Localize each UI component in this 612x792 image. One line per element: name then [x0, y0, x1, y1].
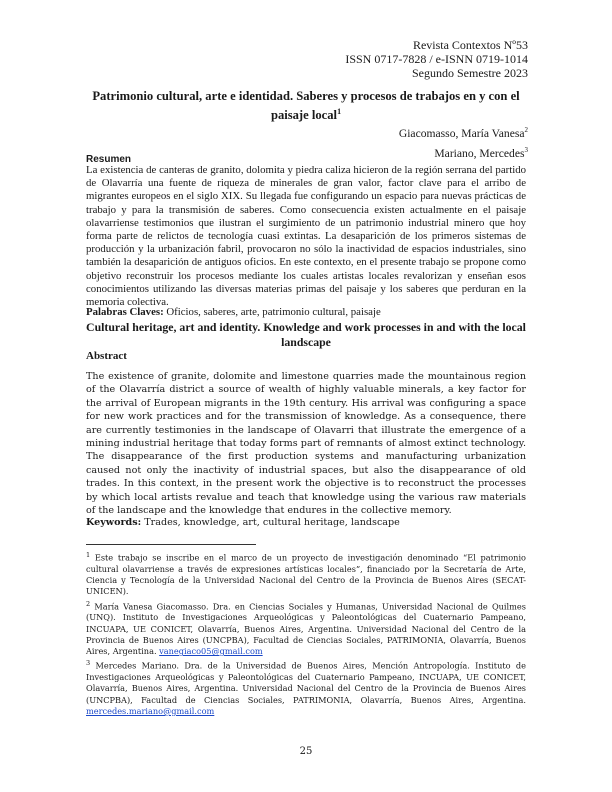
journal-name: Revista Contextos Nº53: [412, 38, 528, 52]
author-1-marker[interactable]: 2: [524, 126, 528, 134]
journal-semester: Segundo Semestre 2023: [412, 66, 528, 80]
page-number: 25: [299, 746, 313, 757]
footnote-2-marker: 2: [86, 599, 91, 608]
keywords-text: Trades, knowledge, art, cultural heritage, landscape: [144, 517, 400, 528]
author-list: [399, 122, 528, 162]
article-title-en: Cultural heritage, art and identity. Knowledge and work processes in and with the local landscape: [86, 320, 526, 349]
author-2-marker[interactable]: 3: [524, 145, 528, 154]
abstract-body: The existence of granite, dolomite and limestone quarries made the mountainous region of the Olavarría district a source of wealth of highly valuable minerals, a key factor for the arrival of European migrants in the 19th century. His arrival was configuring a space for new work practices and for the transmission of knowledge. As a consequence, there are currently testimonies in the landscape of Olavarri that illustrate the emergence of a mining industrial heritage that today forms part of remnants of almost extinct technology. The disappearance of the first production systems and manufacturing urbanization caused not only the inactivity of industrial spaces, but also the disappearance of old trades. In this context, in the present work the objective is to reconstruct the processes by which local artists revalue and teach that knowledge using the various raw materials of the landscape and the knowledge that endures in the collective memory.: [86, 371, 526, 517]
resumen-body: La existencia de canteras de granito, dolomita y piedra caliza hicieron de la región serrana del partido de Olavarría una fuente de riqueza de minerales de gran valor, factor clave para el arribo de migrantes europeos en el siglo XIX. Su llegada fue configurando un espacio para nuevas prácticas de trabajo y para la transmisión de saberes. Como consecuencia existen actualmente en el paisaje olavarriense testimonios que ilustran el surgimiento de un patrimonio industrial minero que hoy forma parte de relictos de tecnología cuasi extintas. La desaparición de los primeros sistemas de producción y la urbanización fabril, provocaron no sólo la inactividad de espacios industriales, sino también la desaparición de antiguos oficios. En este contexto, en el presente trabajo se propone como objetivo reconstruir los procesos mediante los cuales artistas locales revalorizan y enseñan esos conocimientos utilizando las diversas materias primas del paisaje y los saberes que perduran en la memoria colectiva.: [86, 164, 526, 309]
footnote-2-email-link[interactable]: vanegiaco05@gmail.com: [159, 646, 263, 657]
keywords-label: Keywords:: [86, 517, 142, 528]
journal-header: [345, 38, 528, 80]
author-1-name: Giacomasso, María Vanesa: [398, 126, 525, 140]
journal-issn: ISSN 0717-7828 / e-ISNN 0719-1014: [345, 52, 528, 66]
author-1: [399, 122, 528, 142]
footnote-divider: [86, 544, 256, 545]
palabras-claves: [86, 306, 381, 319]
footnote-2: [86, 599, 526, 658]
footnote-1: [86, 550, 526, 598]
article-title-es: [80, 88, 532, 123]
footnote-3-marker: 3: [86, 659, 91, 668]
footnote-3: [86, 658, 526, 717]
footnote-3-text: Mercedes Mariano. Dra. de la Universidad de Buenos Aires, Mención Antropología. Instituto de Investigaciones Arqueológicas y Paleontológicas del Cuaternario Pampeano, INCUAPA, UE CONICET, Olavarría, Buenos Aires, Argentina. Universidad Nacional del Centro de la Provincia de Buenos Aires (UNCPBA), Facultad de Ciencias Sociales, PATRIMONIA, Olavarría, Buenos Aires, Argentina.: [86, 661, 526, 705]
palabras-claves-label: Palabras Claves:: [86, 306, 164, 318]
palabras-claves-text: Oficios, saberes, arte, patrimonio cultural, paisaje: [166, 306, 381, 318]
footnote-1-text: Este trabajo se inscribe en el marco de un proyecto de investigación denominado “El patrimonio cultural olavarriense a través de expresiones artísticas locales”, financiado por la Secretaría de Arte, Ciencia y Tecnología de la Universidad Nacional del Centro de la Provincia de Buenos Aires (SECAT-UNICEN).: [86, 552, 526, 597]
resumen-heading: Resumen: [86, 154, 132, 165]
footnote-3-email-link[interactable]: mercedes.mariano@gmail.com: [86, 705, 215, 716]
title-es-text: Patrimonio cultural, arte e identidad. Saberes y procesos de trabajos en y con el paisaje local: [92, 89, 520, 123]
title-footnote-marker[interactable]: 1: [337, 107, 342, 116]
author-2-name: Mariano, Mercedes: [434, 146, 525, 160]
keywords: [86, 516, 400, 529]
footnotes: [86, 550, 526, 718]
abstract-heading: Abstract: [86, 350, 127, 362]
footnote-1-marker: 1: [86, 551, 91, 559]
footnote-2-text: María Vanesa Giacomasso. Dra. en Ciencias Sociales y Humanas, Universidad Nacional de Quilmes (UNQ). Instituto de Investigaciones Arqueológicas y Paleontológicas del Cuaternario Pampeano, INCUAPA, UE CONICET, Olavarría, Buenos Aires, Argentina. Universidad Nacional del Centro de la Provincia de Buenos Aires (UNCPBA), Facultad de Ciencias Sociales, PATRIMONIA, Olavarría, Buenos Aires, Argentina.: [86, 601, 526, 657]
author-2: [399, 142, 528, 162]
